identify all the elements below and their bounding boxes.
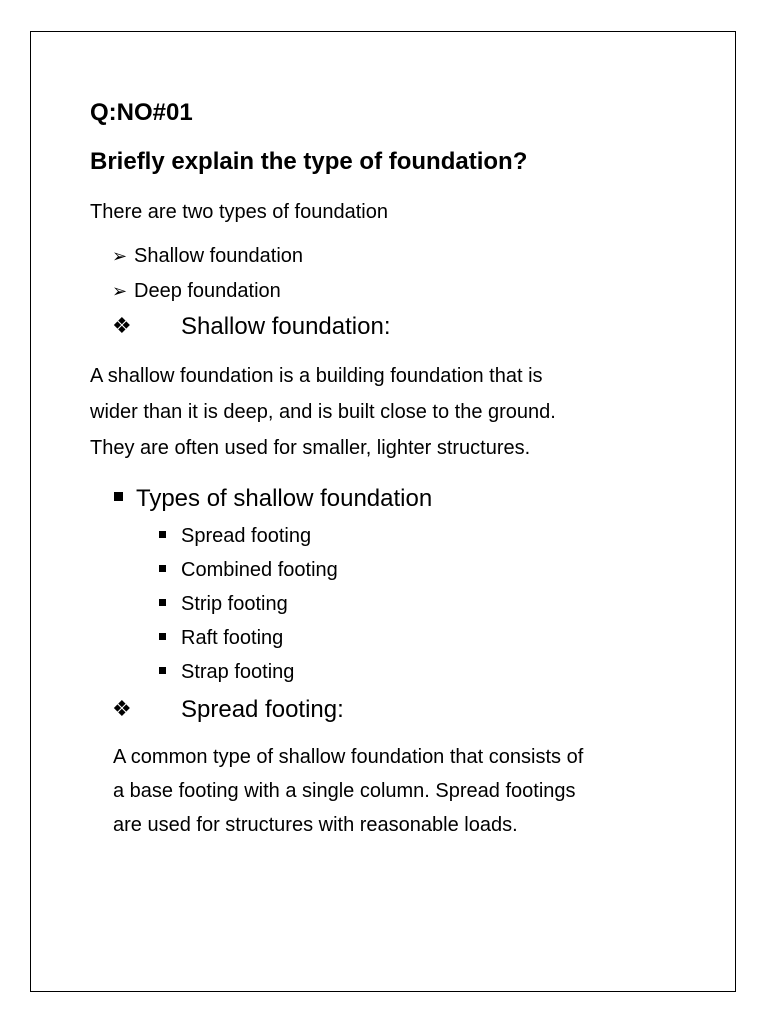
list-item-deep-foundation [112, 277, 281, 306]
footing-type-item [159, 624, 283, 652]
question-number: Q:NO#01 [90, 99, 193, 126]
types-of-shallow-foundation-heading [114, 483, 432, 515]
shallow-foundation-paragraph [90, 358, 556, 466]
square-bullet-icon [159, 667, 166, 674]
square-bullet-icon [159, 633, 166, 640]
footing-type-label: Combined footing [181, 559, 338, 581]
square-bullet-icon [159, 599, 166, 606]
paragraph-line: a base footing with a single column. Spread footings [113, 780, 576, 802]
arrowhead-bullet-icon: ➢ [112, 246, 128, 267]
question-heading: Briefly explain the type of foundation? [90, 148, 528, 175]
footing-type-item [159, 522, 311, 550]
footing-type-item [159, 590, 288, 618]
paragraph-line: They are often used for smaller, lighter structures. [90, 437, 531, 459]
types-heading-text: Types of shallow foundation [136, 485, 433, 512]
diamond-bullet-icon: ❖ [112, 697, 132, 722]
square-bullet-icon [159, 565, 166, 572]
footing-type-label: Raft footing [181, 627, 284, 649]
footing-type-item [159, 658, 294, 686]
square-bullet-icon [114, 492, 123, 501]
paragraph-line: wider than it is deep, and is built close to the ground. [90, 401, 556, 423]
list-item-label: Deep foundation [134, 280, 281, 302]
square-bullet-icon [159, 531, 166, 538]
footing-type-label: Strap footing [181, 661, 295, 683]
paragraph-line: A common type of shallow foundation that consists of [113, 746, 584, 768]
paragraph-line: A shallow foundation is a building foundation that is [90, 365, 543, 387]
list-item-shallow-foundation [112, 242, 303, 271]
list-item-label: Shallow foundation [134, 245, 304, 267]
footing-type-label: Spread footing [181, 525, 312, 547]
paragraph-line: are used for structures with reasonable loads. [113, 814, 518, 836]
section-heading-text: Spread footing: [181, 696, 344, 723]
arrowhead-bullet-icon: ➢ [112, 281, 128, 302]
footing-type-label: Strip footing [181, 593, 288, 615]
footing-type-item [159, 556, 338, 584]
intro-text: There are two types of foundation [90, 201, 388, 223]
spread-footing-paragraph [113, 740, 583, 842]
section-heading-text: Shallow foundation: [181, 313, 391, 340]
diamond-bullet-icon: ❖ [112, 314, 132, 339]
